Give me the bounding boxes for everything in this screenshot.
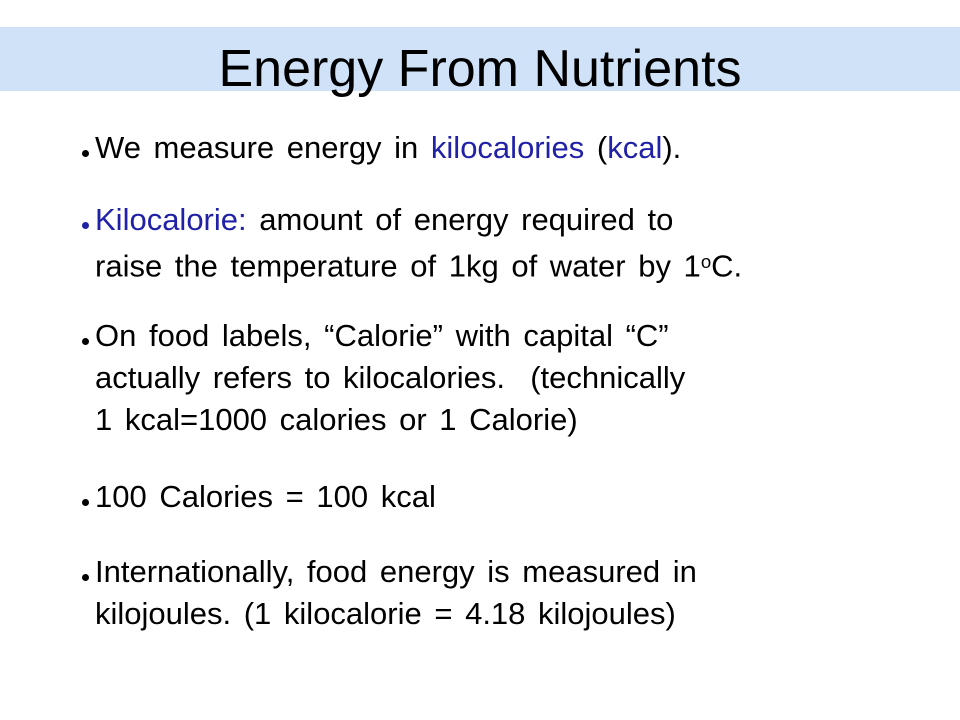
highlight-kilocalories: kilocalories [430, 130, 585, 165]
bullet-line [95, 357, 930, 399]
slide-title: Energy From Nutrients [218, 40, 742, 98]
bullet-line [95, 315, 930, 357]
text-segment: Internationally, food energy is measured in [95, 554, 697, 589]
bullet-line [95, 593, 930, 635]
bullet-line [95, 241, 930, 287]
text-segment: On food labels, “Calorie” with capital “C” [95, 318, 669, 353]
bullet-item-4 [60, 476, 930, 518]
text-segment: 100 Calories = 100 kcal [95, 479, 436, 514]
term-kilocalorie: Kilocalorie: [95, 202, 247, 237]
bullet-item-1 [60, 127, 930, 169]
bullet-line [95, 199, 930, 241]
text-segment: kilojoules. (1 kilocalorie = 4.18 kilojoules) [95, 596, 676, 631]
bullet-text [95, 315, 930, 441]
bullet-line [95, 551, 930, 593]
bullet-text [95, 551, 930, 635]
text-segment: C. [711, 248, 743, 284]
bullet-item-5 [60, 551, 930, 635]
bullet-dot-icon [82, 222, 89, 229]
text-segment: 1 kcal=1000 calories or 1 Calorie) [95, 402, 578, 437]
bullet-text [95, 476, 930, 518]
text-segment: actually refers to kilocalories. (technically [95, 360, 686, 395]
bullet-dot-icon [82, 150, 89, 157]
bullet-text [95, 127, 930, 169]
bullet-dot-icon [82, 499, 89, 506]
bullet-dot-icon [82, 574, 89, 581]
text-segment: ). [662, 130, 682, 165]
bullet-line [95, 127, 930, 169]
highlight-kcal: kcal [607, 130, 663, 165]
superscript-o: o [700, 251, 712, 272]
text-segment: ( [584, 130, 608, 165]
bullet-item-2 [60, 199, 930, 287]
bullet-dot-icon [82, 338, 89, 345]
bullet-text [95, 199, 930, 287]
text-segment: raise the temperature of 1kg of water by 1 [95, 248, 701, 284]
bullet-line [95, 399, 930, 441]
title-banner [0, 27, 960, 98]
bullet-item-3 [60, 315, 930, 441]
text-segment: We measure energy in [95, 130, 431, 165]
bullet-line [95, 476, 930, 518]
text-segment: amount of energy required to [246, 202, 674, 237]
